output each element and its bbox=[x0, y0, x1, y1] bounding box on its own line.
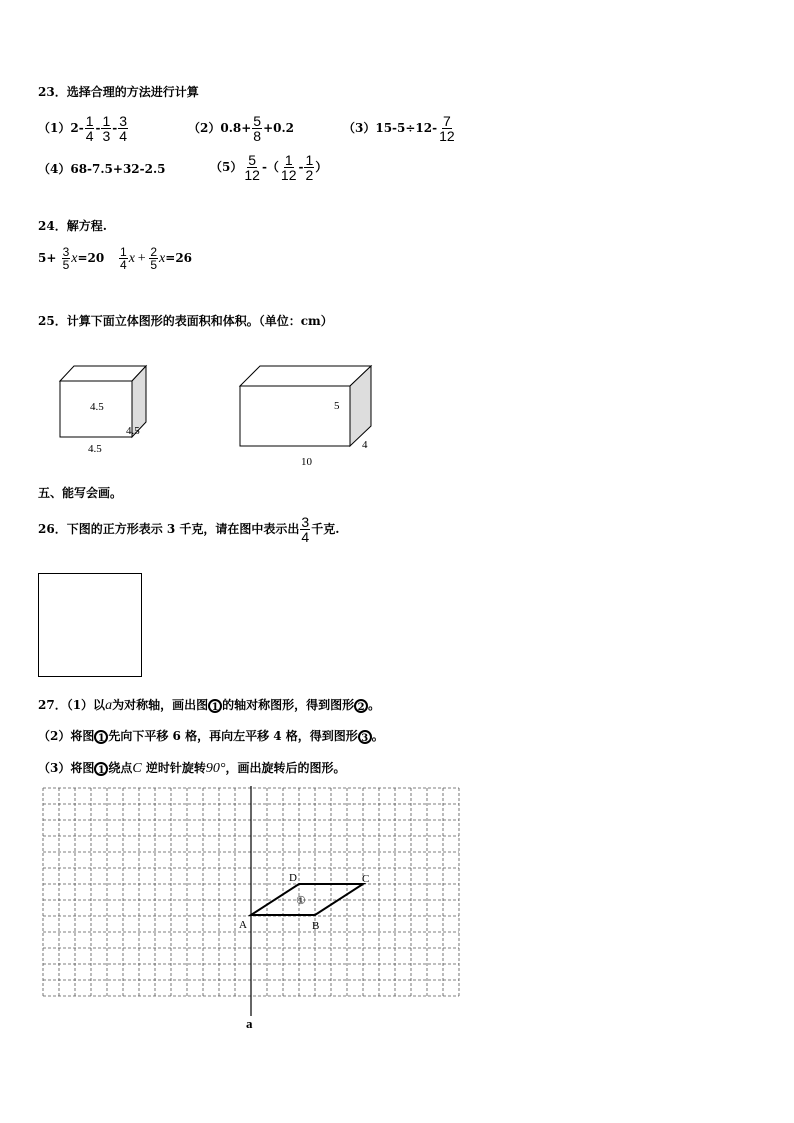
fraction: $\frac{5}{8}$ bbox=[253, 113, 262, 144]
q23-part5: （5） $\frac{5}{12}$ -（ $\frac{1}{12}$ - $\frac{1}{2}$ ） bbox=[210, 152, 328, 183]
q23-p1-label: （1）2- bbox=[38, 121, 84, 135]
cube-figure bbox=[40, 355, 160, 460]
q26-text: 26．下图的正方形表示 3 千克，请在图中表示出 $\frac{3}{4}$ 千克. bbox=[38, 514, 340, 545]
fraction: $\frac{1}{4}$ bbox=[85, 113, 94, 144]
fraction: $\frac{1}{12}$ bbox=[280, 152, 297, 183]
q24-title: 24．解方程. bbox=[38, 219, 107, 233]
fraction: $\frac{3}{4}$ bbox=[301, 514, 310, 545]
circle-1-icon: 1 bbox=[94, 762, 108, 776]
box-length-label: 10 bbox=[301, 456, 312, 468]
section5-title: 五、能写会画。 bbox=[38, 486, 123, 500]
shape-1-label: ① bbox=[296, 895, 306, 907]
cube-bottom-label: 4.5 bbox=[88, 443, 102, 455]
point-b-label: B bbox=[312, 920, 320, 932]
axis-a-label: a bbox=[246, 1016, 253, 1031]
point-c-label: C bbox=[362, 873, 370, 885]
q24-equation-2: $\frac{1}{4}$ x + $\frac{2}{5}$ x=26 bbox=[120, 245, 193, 272]
circle-1-icon: 1 bbox=[208, 699, 222, 713]
fraction: $\frac{5}{12}$ bbox=[244, 152, 260, 183]
parallelogram-1 bbox=[251, 884, 363, 915]
q27-line1: 27．（1）以a为对称轴，画出图 1 的轴对称图形，得到图形 2 。 bbox=[38, 698, 381, 713]
q23-part4: （4）68-7.5+32-2.5 bbox=[38, 162, 166, 176]
point-a-label: A bbox=[239, 919, 247, 931]
q24-equation-1: 5+ $\frac{3}{5}$ x=20 bbox=[38, 245, 105, 272]
circle-3-icon: 3 bbox=[358, 730, 372, 744]
q23-title: 23．选择合理的方法进行计算 bbox=[38, 85, 199, 99]
q23-part1: （1）2- $\frac{1}{4}$ - $\frac{1}{3}$ - $\frac{3}{4}$ bbox=[38, 113, 128, 144]
q23-part3: （3）15-5÷12- $\frac{7}{12}$ bbox=[343, 113, 455, 144]
box-height-label: 5 bbox=[334, 400, 340, 412]
fraction: $\frac{1}{3}$ bbox=[102, 113, 111, 144]
fraction: $\frac{7}{12}$ bbox=[439, 113, 455, 144]
box-depth-label: 4 bbox=[362, 439, 368, 451]
point-d-label: D bbox=[289, 872, 297, 884]
q27-line2: （2）将图 1 先向下平移 6 格，再向左平移 4 格，得到图形 3 。 bbox=[38, 729, 384, 744]
q23-part2: （2）0.8+ $\frac{5}{8}$ +0.2 bbox=[188, 113, 295, 144]
q27-line3: （3）将图 1 绕点C 逆时针旋转90°，画出旋转后的图形。 bbox=[38, 761, 346, 776]
fraction: $\frac{3}{4}$ bbox=[119, 113, 128, 144]
fraction: $\frac{1}{4}$ bbox=[120, 245, 127, 272]
box-figure bbox=[230, 355, 390, 473]
q27-grid bbox=[40, 786, 514, 1034]
cube-front-label: 4.5 bbox=[90, 401, 104, 413]
circle-1-icon: 1 bbox=[94, 730, 108, 744]
q25-title: 25．计算下面立体图形的表面积和体积。（单位：cm） bbox=[38, 314, 333, 328]
fraction: $\frac{2}{5}$ bbox=[150, 245, 158, 272]
q26-square bbox=[38, 573, 142, 677]
fraction: $\frac{1}{2}$ bbox=[305, 152, 314, 183]
fraction: $\frac{3}{5}$ bbox=[62, 245, 70, 272]
cube-side-label: 4.5 bbox=[126, 425, 140, 437]
circle-2-icon: 2 bbox=[354, 699, 368, 713]
